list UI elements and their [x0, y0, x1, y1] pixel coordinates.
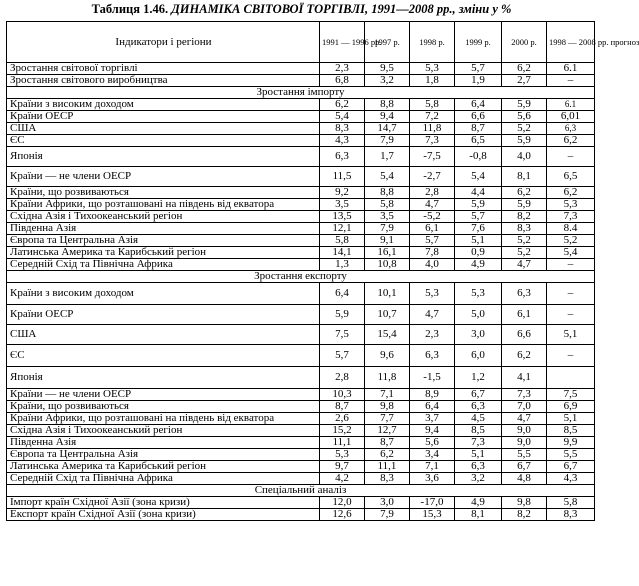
header-row — [7, 22, 595, 63]
row-label: Зростання світової торгівлі — [7, 63, 320, 75]
row-label: Країни з високим доходом — [7, 99, 320, 111]
value-cell: – — [547, 305, 595, 325]
value-cell: -5,2 — [410, 211, 455, 223]
value-cell: 12,6 — [320, 509, 365, 521]
table-row — [7, 111, 595, 123]
value-cell: 6,2 — [502, 345, 547, 367]
value-cell: 12,7 — [365, 425, 410, 437]
table-row — [7, 509, 595, 521]
value-cell: – — [547, 75, 595, 87]
value-cell: 2,3 — [320, 63, 365, 75]
value-cell: 1,3 — [320, 259, 365, 271]
section-header-row — [7, 87, 595, 99]
value-cell: 9,0 — [502, 425, 547, 437]
table-row — [7, 135, 595, 147]
value-cell: 7,8 — [410, 247, 455, 259]
value-cell: 7,9 — [365, 223, 410, 235]
section-title: Зростання імпорту — [7, 87, 595, 99]
table-row — [7, 187, 595, 199]
value-cell: -2,7 — [410, 167, 455, 187]
value-cell: 8,5 — [547, 425, 595, 437]
value-cell: 15,2 — [320, 425, 365, 437]
value-cell: -7,5 — [410, 147, 455, 167]
value-cell: 4,3 — [320, 135, 365, 147]
value-cell: 5,3 — [410, 283, 455, 305]
value-cell: 5,5 — [547, 449, 595, 461]
value-cell: 8.4 — [547, 223, 595, 235]
value-cell: 7,3 — [547, 211, 595, 223]
table-row — [7, 437, 595, 449]
value-cell: 6,3 — [547, 123, 595, 135]
value-cell: 11,8 — [365, 367, 410, 389]
value-cell: 13,5 — [320, 211, 365, 223]
table-row — [7, 99, 595, 111]
value-cell: 5,2 — [502, 123, 547, 135]
value-cell: 5,6 — [410, 437, 455, 449]
value-cell: 6,4 — [455, 99, 502, 111]
value-cell: 4,2 — [320, 473, 365, 485]
value-cell: 8,8 — [365, 99, 410, 111]
value-cell: 6,9 — [547, 401, 595, 413]
value-cell: 5,9 — [502, 99, 547, 111]
value-cell: 10,7 — [365, 305, 410, 325]
value-cell: 5,4 — [455, 167, 502, 187]
value-cell: 1,7 — [365, 147, 410, 167]
value-cell: 15,3 — [410, 509, 455, 521]
value-cell: 6,6 — [455, 111, 502, 123]
row-label: Європа та Центральна Азія — [7, 449, 320, 461]
value-cell: 3,6 — [410, 473, 455, 485]
value-cell: 10,3 — [320, 389, 365, 401]
table-row — [7, 63, 595, 75]
table-row — [7, 211, 595, 223]
value-cell: 2,6 — [320, 413, 365, 425]
table-row — [7, 473, 595, 485]
value-cell: 5,7 — [455, 211, 502, 223]
value-cell — [547, 367, 595, 389]
value-cell: 9,8 — [365, 401, 410, 413]
value-cell: 8,7 — [365, 437, 410, 449]
column-header: 1997 р. — [365, 22, 410, 63]
value-cell: 6,7 — [502, 461, 547, 473]
value-cell: 7,5 — [547, 389, 595, 401]
table-row — [7, 247, 595, 259]
value-cell: 9,7 — [320, 461, 365, 473]
table-row — [7, 425, 595, 437]
value-cell: 8,8 — [365, 187, 410, 199]
section-header-row — [7, 485, 595, 497]
value-cell: 1,8 — [410, 75, 455, 87]
value-cell: 8,3 — [365, 473, 410, 485]
column-header: 1998 — 2008 рр. прогноз — [547, 22, 595, 63]
section-header-row — [7, 271, 595, 283]
table-row — [7, 367, 595, 389]
value-cell: 6,3 — [455, 461, 502, 473]
row-label: Східна Азія і Тихоокеанський регіон — [7, 425, 320, 437]
row-label: Країни ОЕСР — [7, 305, 320, 325]
value-cell: 1,2 — [455, 367, 502, 389]
value-cell: 5,8 — [320, 235, 365, 247]
value-cell: -17,0 — [410, 497, 455, 509]
value-cell: 9,9 — [547, 437, 595, 449]
value-cell: 5,1 — [547, 413, 595, 425]
row-label: США — [7, 325, 320, 345]
value-cell: 5,9 — [455, 199, 502, 211]
value-cell: 6,2 — [365, 449, 410, 461]
value-cell: 5,3 — [455, 283, 502, 305]
value-cell: 4,7 — [410, 199, 455, 211]
value-cell: 5,7 — [455, 63, 502, 75]
value-cell: 3,5 — [320, 199, 365, 211]
value-cell: 9,6 — [365, 345, 410, 367]
value-cell: 8,1 — [455, 509, 502, 521]
value-cell: 5,9 — [502, 135, 547, 147]
row-label: Латинська Америка та Карибський регіон — [7, 247, 320, 259]
value-cell: 7,6 — [455, 223, 502, 235]
value-cell: 5,8 — [547, 497, 595, 509]
value-cell: 8,9 — [410, 389, 455, 401]
value-cell: 7,1 — [365, 389, 410, 401]
value-cell: 9,4 — [365, 111, 410, 123]
table-row — [7, 283, 595, 305]
value-cell: 5,3 — [547, 199, 595, 211]
value-cell: 5,9 — [502, 199, 547, 211]
value-cell: 3,0 — [455, 325, 502, 345]
value-cell: – — [547, 147, 595, 167]
value-cell: 5,2 — [502, 235, 547, 247]
value-cell: 7,3 — [455, 437, 502, 449]
value-cell: 6,1 — [410, 223, 455, 235]
table-row — [7, 461, 595, 473]
row-label: Східна Азія і Тихоокеанський регіон — [7, 211, 320, 223]
value-cell: 4,1 — [502, 367, 547, 389]
value-cell: 7,0 — [502, 401, 547, 413]
value-cell: 11,5 — [320, 167, 365, 187]
value-cell: 10,8 — [365, 259, 410, 271]
value-cell: 6,8 — [320, 75, 365, 87]
value-cell: 4,3 — [547, 473, 595, 485]
value-cell: 5,8 — [365, 199, 410, 211]
column-header: 1999 р. — [455, 22, 502, 63]
value-cell: 6,5 — [547, 167, 595, 187]
value-cell: 6,6 — [502, 325, 547, 345]
value-cell: 3,2 — [365, 75, 410, 87]
value-cell: 8,3 — [502, 223, 547, 235]
value-cell: 6,4 — [320, 283, 365, 305]
value-cell: 7,9 — [365, 509, 410, 521]
table-row — [7, 123, 595, 135]
value-cell: 5,9 — [320, 305, 365, 325]
value-cell: 4,0 — [410, 259, 455, 271]
table-row — [7, 147, 595, 167]
value-cell: 6,2 — [502, 63, 547, 75]
row-label: Європа та Центральна Азія — [7, 235, 320, 247]
value-cell: 9,0 — [502, 437, 547, 449]
table-row — [7, 401, 595, 413]
value-cell: 4,5 — [455, 413, 502, 425]
table-row — [7, 413, 595, 425]
row-label: Експорт країн Східної Азії (зона кризи) — [7, 509, 320, 521]
value-cell: 7,5 — [320, 325, 365, 345]
value-cell: 16,1 — [365, 247, 410, 259]
row-label: Японія — [7, 367, 320, 389]
value-cell: 4,0 — [502, 147, 547, 167]
table-row — [7, 305, 595, 325]
value-cell: 3,5 — [365, 211, 410, 223]
caption-label: Таблиця 1.46. — [91, 2, 169, 16]
caption-title: ДИНАМІКА СВІТОВОЇ ТОРГІВЛІ, 1991—2008 рр., зміни у % — [171, 2, 512, 16]
value-cell: 12,1 — [320, 223, 365, 235]
table-row — [7, 75, 595, 87]
value-cell: 11,8 — [410, 123, 455, 135]
value-cell: 7,3 — [410, 135, 455, 147]
table-row — [7, 235, 595, 247]
value-cell: 4,9 — [455, 497, 502, 509]
table-caption — [0, 0, 603, 18]
value-cell: 5,7 — [410, 235, 455, 247]
value-cell: 5,2 — [547, 235, 595, 247]
value-cell: 8,2 — [502, 211, 547, 223]
value-cell: – — [547, 259, 595, 271]
row-label: Країни з високим доходом — [7, 283, 320, 305]
table-row — [7, 389, 595, 401]
value-cell: 6,3 — [320, 147, 365, 167]
value-cell: 8,2 — [502, 509, 547, 521]
value-cell: 4,7 — [410, 305, 455, 325]
value-cell: 5,6 — [502, 111, 547, 123]
table-row — [7, 325, 595, 345]
value-cell: 9,1 — [365, 235, 410, 247]
value-cell: 8,1 — [502, 167, 547, 187]
value-cell: 6,01 — [547, 111, 595, 123]
section-title: Зростання експорту — [7, 271, 595, 283]
row-label: Країни ОЕСР — [7, 111, 320, 123]
value-cell: 6,3 — [502, 283, 547, 305]
value-cell: 15,4 — [365, 325, 410, 345]
row-label: Країни Африки, що розташовані на південь від екватора — [7, 413, 320, 425]
table-row — [7, 259, 595, 271]
value-cell: 6,1 — [502, 305, 547, 325]
value-cell: 6,7 — [547, 461, 595, 473]
value-cell: 5,3 — [320, 449, 365, 461]
row-label: Японія — [7, 147, 320, 167]
value-cell: 6,2 — [320, 99, 365, 111]
row-label: Зростання світового виробництва — [7, 75, 320, 87]
value-cell: 5,5 — [502, 449, 547, 461]
value-cell: 2,3 — [410, 325, 455, 345]
table-row — [7, 167, 595, 187]
value-cell: 6,3 — [410, 345, 455, 367]
value-cell: 7,1 — [410, 461, 455, 473]
value-cell: 5,3 — [410, 63, 455, 75]
value-cell: 12,0 — [320, 497, 365, 509]
column-header: Індикатори і регіони — [7, 22, 320, 63]
value-cell: 6.1 — [547, 99, 595, 111]
value-cell: 4,8 — [502, 473, 547, 485]
value-cell: 5,4 — [547, 247, 595, 259]
value-cell: 8,5 — [455, 425, 502, 437]
column-header: 1998 р. — [410, 22, 455, 63]
value-cell: 5,8 — [410, 99, 455, 111]
value-cell: 5,2 — [502, 247, 547, 259]
row-label: Країни — не члени ОЕСР — [7, 389, 320, 401]
value-cell: 4,7 — [502, 413, 547, 425]
value-cell: 3,7 — [410, 413, 455, 425]
value-cell: 8,3 — [320, 123, 365, 135]
value-cell: 6,2 — [547, 187, 595, 199]
section-title: Спеціальний аналіз — [7, 485, 595, 497]
value-cell: 2,8 — [320, 367, 365, 389]
table-body — [7, 22, 639, 521]
value-cell: 11,1 — [365, 461, 410, 473]
value-cell: 7,9 — [365, 135, 410, 147]
row-label: Середній Схід та Північна Африка — [7, 473, 320, 485]
value-cell: 14,7 — [365, 123, 410, 135]
value-cell: 8,7 — [320, 401, 365, 413]
table-row — [7, 199, 595, 211]
column-header: 1991 — 1996 рр. — [320, 22, 365, 63]
value-cell: 9,8 — [502, 497, 547, 509]
value-cell: 8,3 — [547, 509, 595, 521]
value-cell: -0,8 — [455, 147, 502, 167]
value-cell: 5,1 — [455, 235, 502, 247]
value-cell: 4,4 — [455, 187, 502, 199]
value-cell: 3,4 — [410, 449, 455, 461]
value-cell: 3,0 — [365, 497, 410, 509]
value-cell: 5,0 — [455, 305, 502, 325]
value-cell: 5,1 — [547, 325, 595, 345]
value-cell: 0,9 — [455, 247, 502, 259]
row-label: Південна Азія — [7, 437, 320, 449]
value-cell: 6,0 — [455, 345, 502, 367]
table-row — [7, 449, 595, 461]
value-cell: 9,5 — [365, 63, 410, 75]
value-cell: -1,5 — [410, 367, 455, 389]
value-cell: 6.1 — [547, 63, 595, 75]
row-label: ЄС — [7, 345, 320, 367]
row-label: ЄС — [7, 135, 320, 147]
value-cell: 6,5 — [455, 135, 502, 147]
row-label: Південна Азія — [7, 223, 320, 235]
value-cell: 6,3 — [455, 401, 502, 413]
row-label: Латинська Америка та Карибський регіон — [7, 461, 320, 473]
value-cell: 4,9 — [455, 259, 502, 271]
row-label: Країни — не члени ОЕСР — [7, 167, 320, 187]
column-header: 2000 р. — [502, 22, 547, 63]
value-cell: 5,4 — [320, 111, 365, 123]
value-cell: 2,7 — [502, 75, 547, 87]
row-label: США — [7, 123, 320, 135]
value-cell: – — [547, 345, 595, 367]
value-cell: 10,1 — [365, 283, 410, 305]
value-cell: 14,1 — [320, 247, 365, 259]
value-cell: 9,2 — [320, 187, 365, 199]
value-cell: 5,7 — [320, 345, 365, 367]
row-label: Імпорт країн Східної Азії (зона кризи) — [7, 497, 320, 509]
value-cell: 4,7 — [502, 259, 547, 271]
row-label: Країни Африки, що розташовані на південь від екватора — [7, 199, 320, 211]
value-cell: 7,2 — [410, 111, 455, 123]
value-cell: 11,1 — [320, 437, 365, 449]
value-cell: 5,4 — [365, 167, 410, 187]
table-row — [7, 497, 595, 509]
value-cell: 6,2 — [502, 187, 547, 199]
row-label: Країни, що розвиваються — [7, 187, 320, 199]
value-cell: 6,4 — [410, 401, 455, 413]
value-cell: 7,3 — [502, 389, 547, 401]
row-label: Країни, що розвиваються — [7, 401, 320, 413]
value-cell: 2,8 — [410, 187, 455, 199]
value-cell: 6,7 — [455, 389, 502, 401]
value-cell: 6,2 — [547, 135, 595, 147]
world-trade-table — [6, 21, 639, 521]
value-cell: 7,7 — [365, 413, 410, 425]
value-cell: 9,4 — [410, 425, 455, 437]
row-label: Середній Схід та Північна Африка — [7, 259, 320, 271]
value-cell: 3,2 — [455, 473, 502, 485]
table-row — [7, 223, 595, 235]
table-row — [7, 345, 595, 367]
value-cell: 8,7 — [455, 123, 502, 135]
value-cell: 1,9 — [455, 75, 502, 87]
value-cell: 5,1 — [455, 449, 502, 461]
value-cell: – — [547, 283, 595, 305]
